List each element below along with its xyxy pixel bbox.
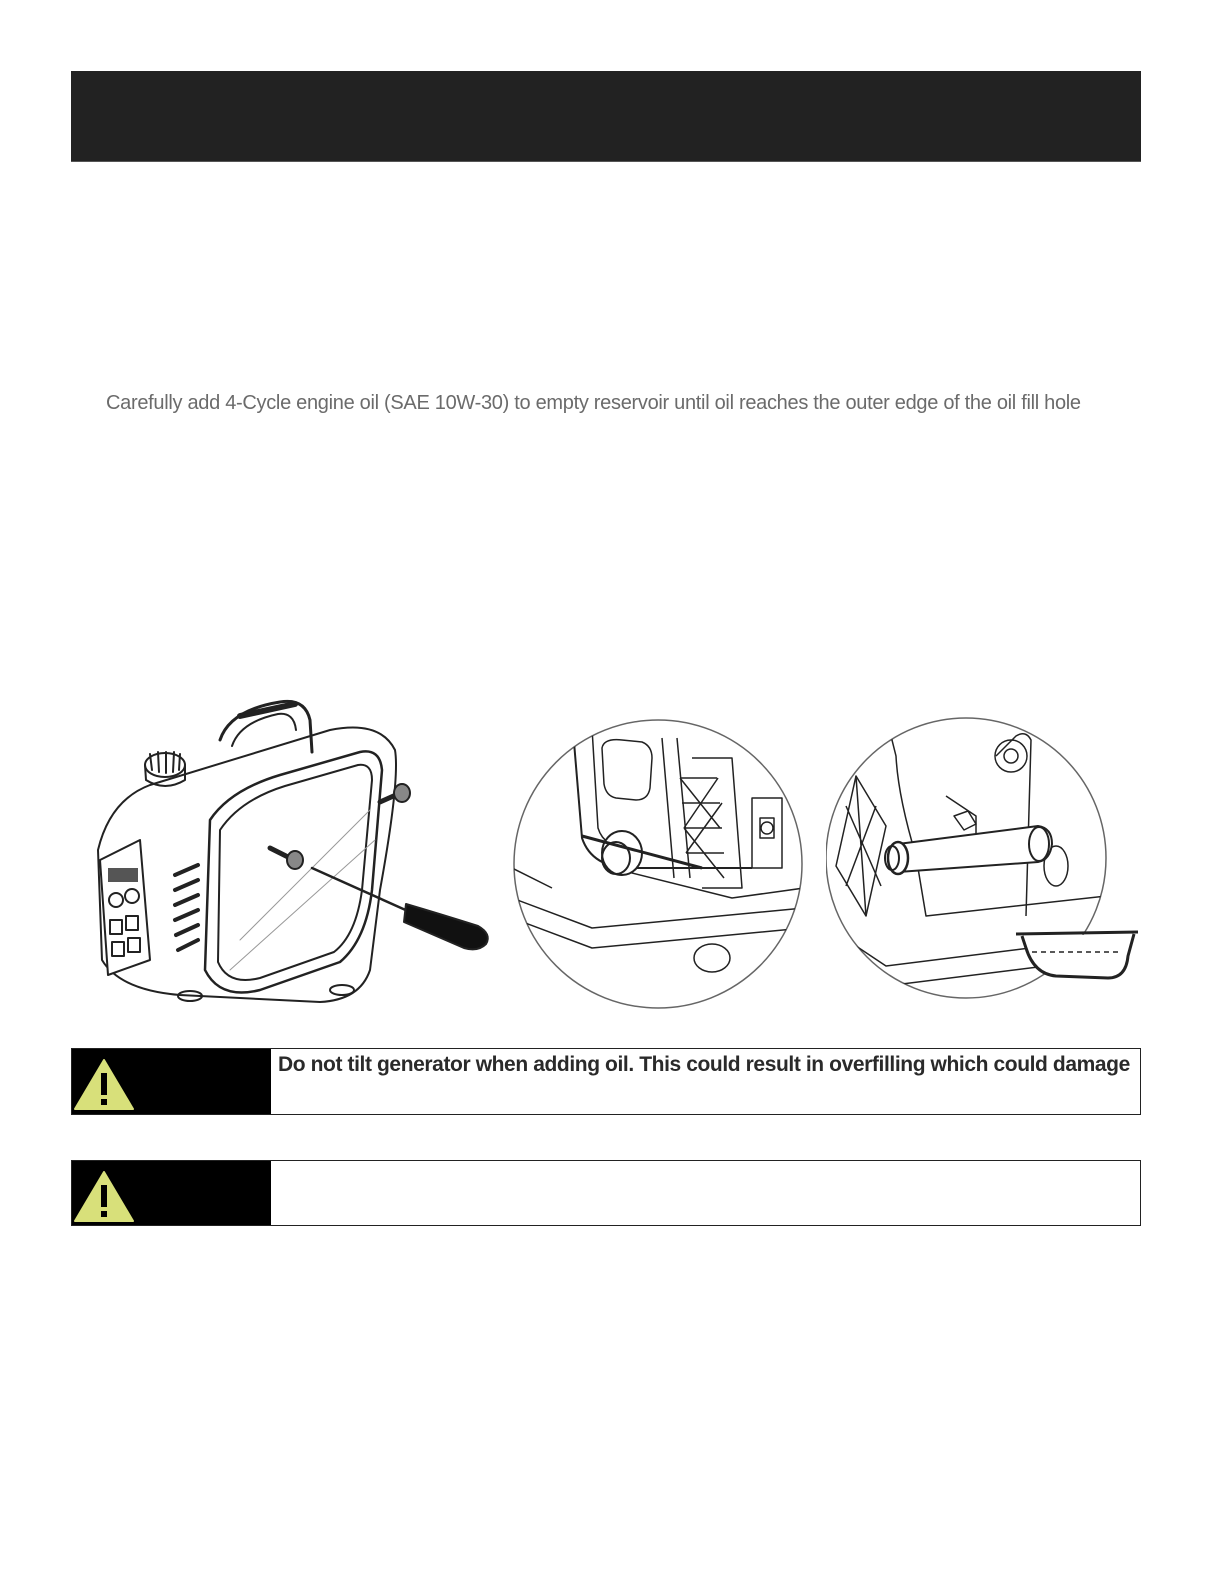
- warning-triangle-icon: [72, 1057, 136, 1113]
- warning-box-second: [71, 1160, 1141, 1226]
- warning-box-tilt: [71, 1048, 1141, 1115]
- warning-triangle-icon: [72, 1169, 136, 1225]
- oil-fill-instruction: Carefully add 4-Cycle engine oil (SAE 10W-30) to empty reservoir until oil reaches the outer edge of the oil fill hole: [106, 392, 1081, 414]
- oil-cap-closeup-icon: [512, 718, 804, 1010]
- oil-funnel-drain-pan-icon: [826, 716, 1142, 1006]
- warning-text: Do not tilt generator when adding oil. This could result in overfilling which could damage: [278, 1053, 1130, 1076]
- header-bar: [71, 71, 1141, 162]
- warning-label: [72, 1161, 271, 1225]
- warning-label: [72, 1049, 271, 1114]
- generator-with-screwdriver-icon: [80, 690, 500, 1020]
